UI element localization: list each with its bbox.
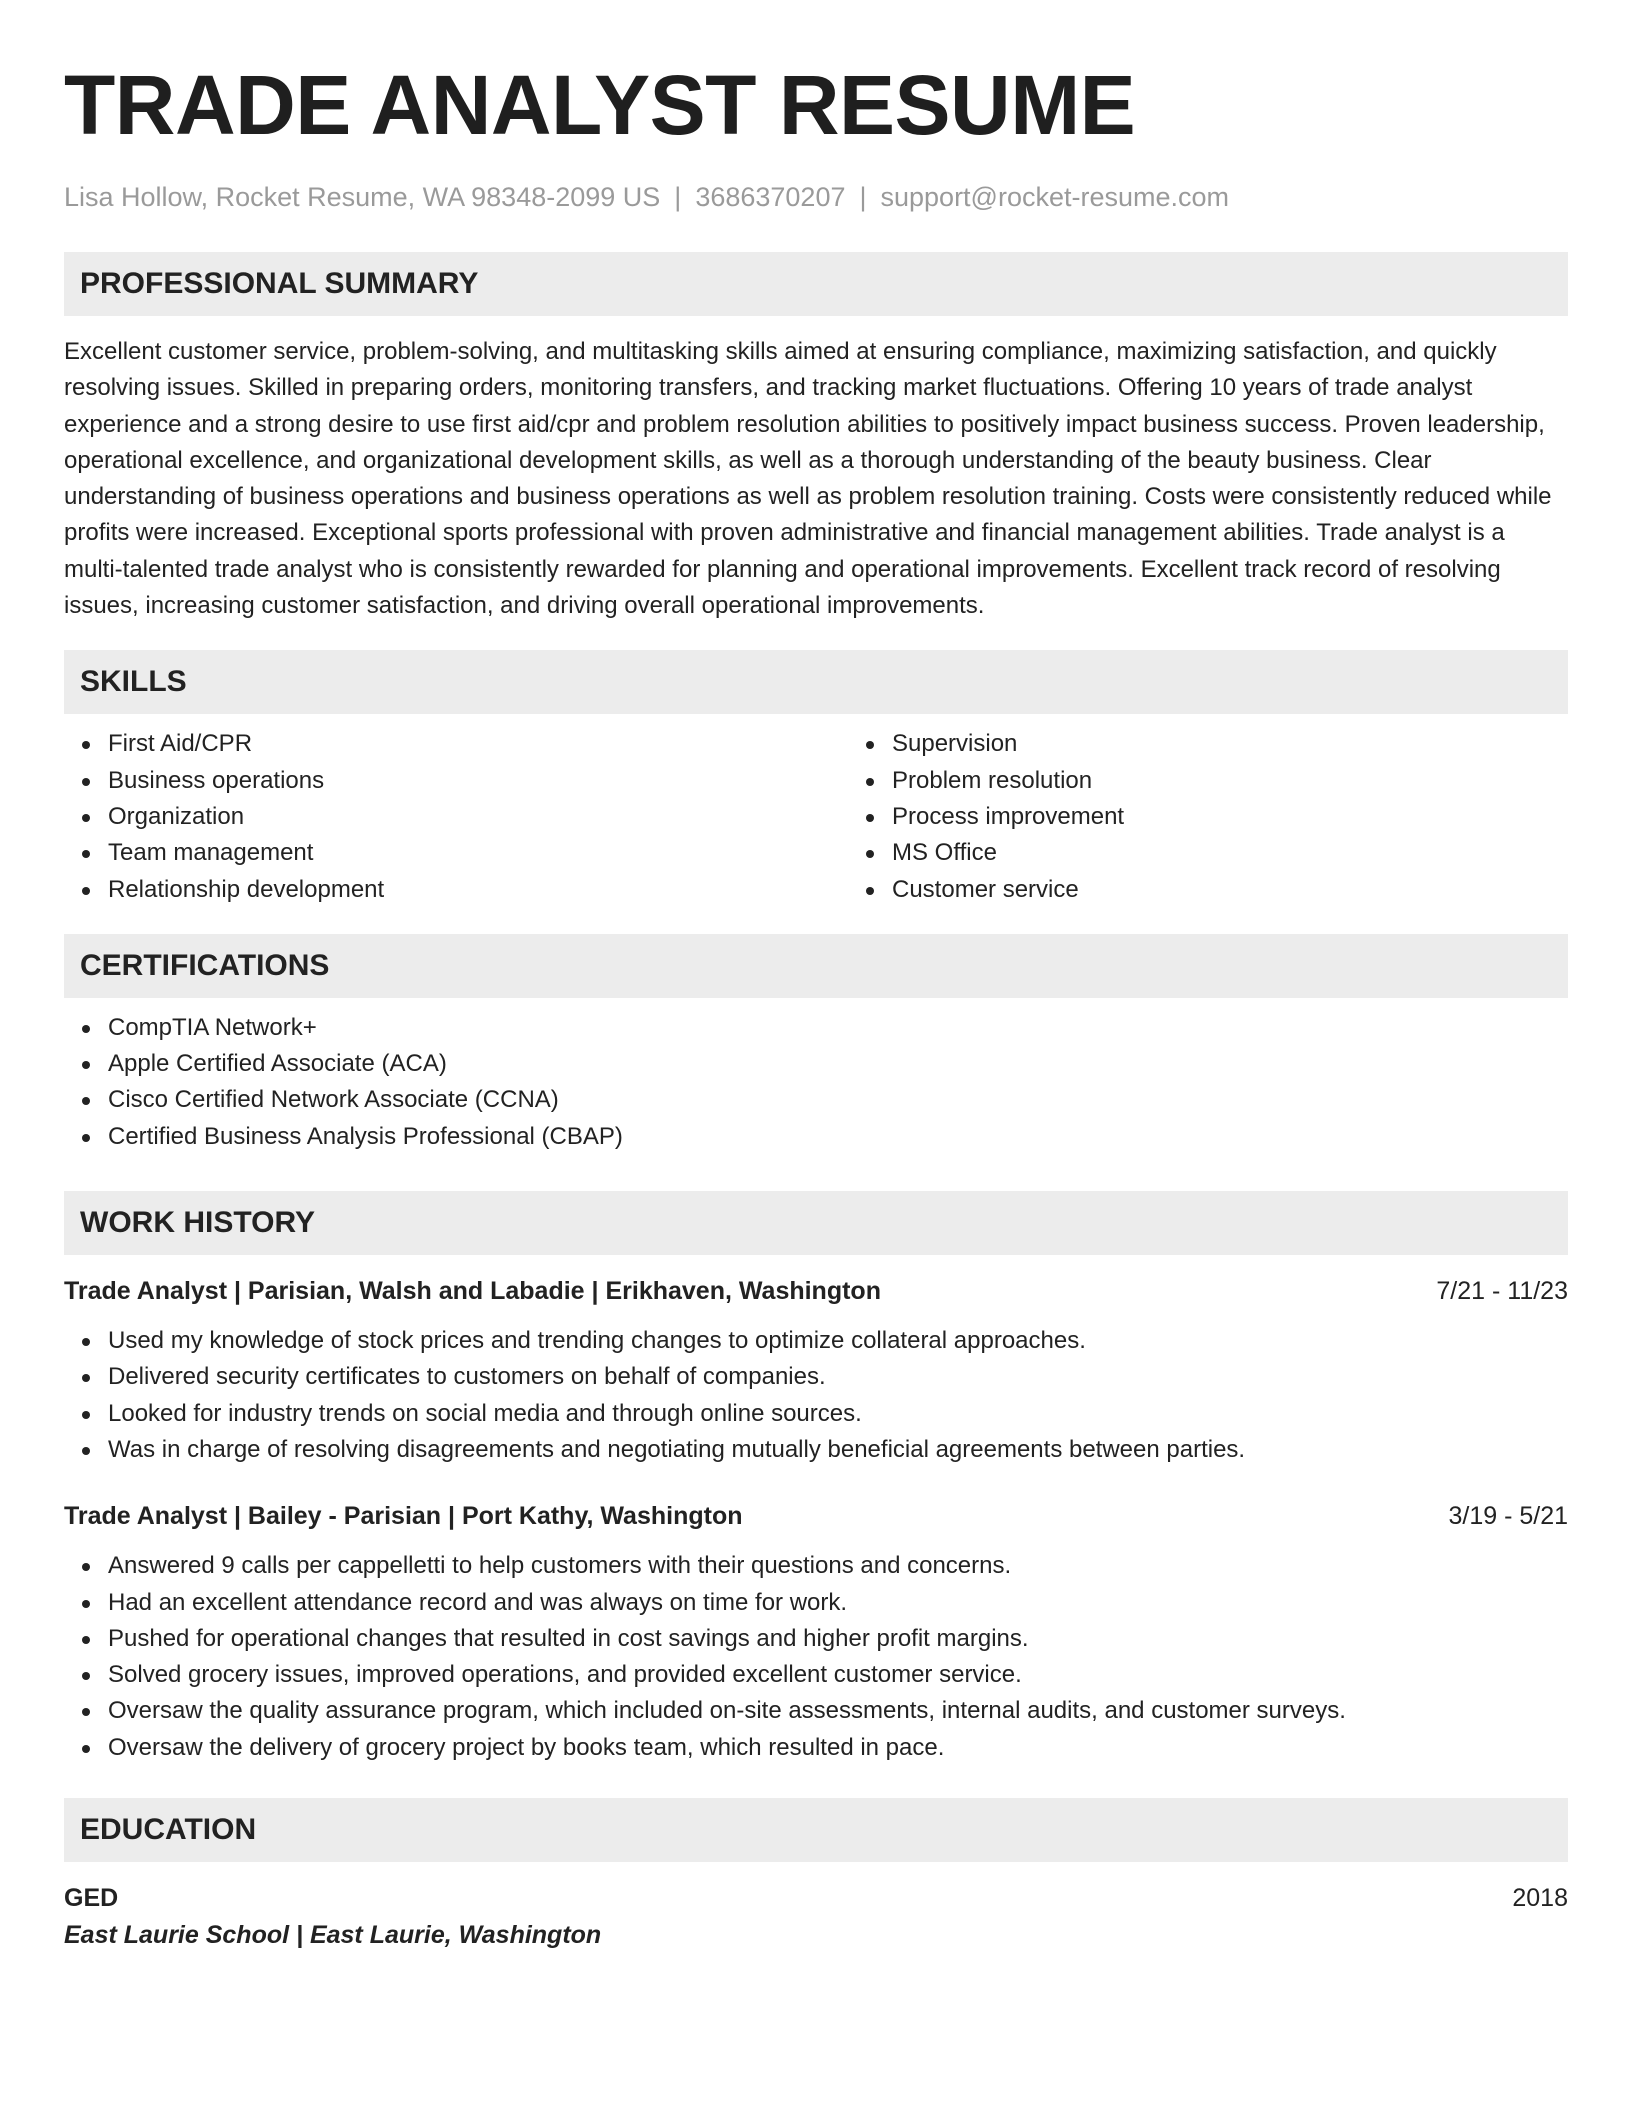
certifications-heading: CERTIFICATIONS bbox=[64, 934, 1568, 998]
job-title: Trade Analyst | Parisian, Walsh and Labadie | Erikhaven, Washington bbox=[64, 1277, 881, 1306]
skill-item: Relationship development bbox=[108, 872, 848, 908]
job-title: Trade Analyst | Bailey - Parisian | Port Kathy, Washington bbox=[64, 1502, 743, 1531]
job-bullet: Pushed for operational changes that resulted in cost savings and higher profit margins. bbox=[108, 1621, 1568, 1657]
job-dates: 3/19 - 5/21 bbox=[1448, 1502, 1568, 1531]
job-bullet: Had an excellent attendance record and was always on time for work. bbox=[108, 1585, 1568, 1621]
job-bullet: Delivered security certificates to customers on behalf of companies. bbox=[108, 1359, 1568, 1395]
job-bullets bbox=[64, 1323, 1568, 1468]
contact-separator: | bbox=[859, 182, 867, 212]
job-bullet: Oversaw the quality assurance program, which included on-site assessments, internal audits, and customer surveys. bbox=[108, 1693, 1568, 1729]
job-bullet: Looked for industry trends on social media and through online sources. bbox=[108, 1396, 1568, 1432]
summary-heading: PROFESSIONAL SUMMARY bbox=[64, 252, 1568, 316]
job-bullet: Was in charge of resolving disagreements and negotiating mutually beneficial agreements between parties. bbox=[108, 1432, 1568, 1468]
skill-item: MS Office bbox=[892, 835, 1124, 871]
skills-grid bbox=[64, 726, 1568, 907]
skill-item: Supervision bbox=[892, 726, 1124, 762]
certification-item: Apple Certified Associate (ACA) bbox=[108, 1046, 1568, 1082]
skills-list-right bbox=[848, 726, 1124, 907]
contact-line bbox=[64, 180, 1568, 214]
certification-item: Cisco Certified Network Associate (CCNA) bbox=[108, 1082, 1568, 1118]
contact-email: support@rocket-resume.com bbox=[880, 182, 1230, 212]
job-entry bbox=[64, 1498, 1568, 1766]
education-header bbox=[64, 1880, 1568, 1916]
work-history-heading: WORK HISTORY bbox=[64, 1191, 1568, 1255]
certification-item: Certified Business Analysis Professional (CBAP) bbox=[108, 1119, 1568, 1155]
job-bullet: Used my knowledge of stock prices and trending changes to optimize collateral approaches. bbox=[108, 1323, 1568, 1359]
certification-item: CompTIA Network+ bbox=[108, 1010, 1568, 1046]
job-dates: 7/21 - 11/23 bbox=[1436, 1277, 1568, 1306]
skill-item: First Aid/CPR bbox=[108, 726, 848, 762]
skill-item: Problem resolution bbox=[892, 763, 1124, 799]
education-degree: GED bbox=[64, 1884, 119, 1913]
skill-item: Customer service bbox=[892, 872, 1124, 908]
certifications-list bbox=[64, 1010, 1568, 1155]
job-bullet: Solved grocery issues, improved operations, and provided excellent customer service. bbox=[108, 1657, 1568, 1693]
skill-item: Process improvement bbox=[892, 799, 1124, 835]
job-bullet: Oversaw the delivery of grocery project by books team, which resulted in pace. bbox=[108, 1730, 1568, 1766]
skill-item: Team management bbox=[108, 835, 848, 871]
skill-item: Organization bbox=[108, 799, 848, 835]
skills-heading: SKILLS bbox=[64, 650, 1568, 714]
job-entry bbox=[64, 1273, 1568, 1468]
education-school: East Laurie School | East Laurie, Washington bbox=[64, 1921, 602, 1950]
job-bullets bbox=[64, 1548, 1568, 1766]
contact-separator: | bbox=[674, 182, 682, 212]
resume-title: TRADE ANALYST RESUME bbox=[64, 58, 1136, 152]
skill-item: Business operations bbox=[108, 763, 848, 799]
contact-address: Lisa Hollow, Rocket Resume, WA 98348-2099 US bbox=[64, 182, 661, 212]
job-header bbox=[64, 1498, 1568, 1534]
education-year: 2018 bbox=[1512, 1884, 1568, 1913]
summary-text: Excellent customer service, problem-solving, and multitasking skills aimed at ensuring compliance, maximizing satisfaction, and quickly resolving issues. Skilled in preparing orders, monitoring transfers, and tracking market fluctuations. Offering 10 years of trade analyst experience and a strong desire to use first aid/cpr and problem resolution abilities to positively impact business success. Proven leadership, operational excellence, and organizational development skills, as well as a thorough understanding of the beauty business. Clear understanding of business operations and business operations as well as problem resolution training. Costs were consistently reduced while profits were increased. Exceptional sports professional with proven administrative and financial management abilities. Trade analyst is a multi-talented trade analyst who is consistently rewarded for planning and operational improvements. Excellent track record of resolving issues, increasing customer satisfaction, and driving overall operational improvements. bbox=[64, 338, 1552, 620]
education-heading: EDUCATION bbox=[64, 1798, 1568, 1862]
education-entry bbox=[64, 1880, 1568, 1953]
job-bullet: Answered 9 calls per cappelletti to help customers with their questions and concerns. bbox=[108, 1548, 1568, 1584]
job-header bbox=[64, 1273, 1568, 1309]
skills-list-left bbox=[64, 726, 848, 907]
contact-phone: 3686370207 bbox=[695, 182, 846, 212]
